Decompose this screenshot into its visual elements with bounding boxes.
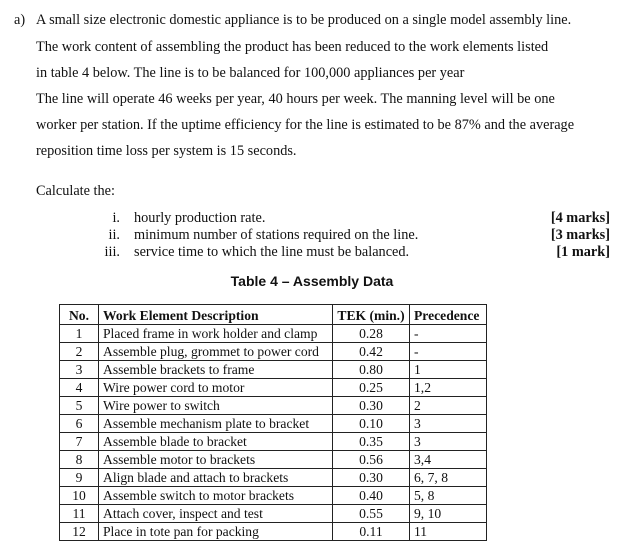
task-marks: [4 marks]: [550, 210, 610, 226]
cell-tek: 0.55: [333, 505, 410, 523]
cell-tek: 0.10: [333, 415, 410, 433]
cell-tek: 0.28: [333, 325, 410, 343]
cell-no: 1: [60, 325, 99, 343]
table-row: [60, 361, 487, 379]
cell-description: Attach cover, inspect and test: [99, 505, 333, 523]
table-row: [60, 343, 487, 361]
cell-tek: 0.42: [333, 343, 410, 361]
task-number: i.: [112, 210, 120, 226]
cell-precedence: 1: [410, 361, 487, 379]
cell-no: 6: [60, 415, 99, 433]
cell-tek: 0.25: [333, 379, 410, 397]
table-body: [60, 325, 487, 541]
cell-no: 4: [60, 379, 99, 397]
cell-precedence: 2: [410, 397, 487, 415]
cell-no: 2: [60, 343, 99, 361]
table-row: [60, 433, 487, 451]
question-label: a): [14, 12, 26, 28]
table-row: [60, 523, 487, 541]
cell-precedence: -: [410, 343, 487, 361]
cell-tek: 0.40: [333, 487, 410, 505]
table-row: [60, 379, 487, 397]
cell-tek: 0.56: [333, 451, 410, 469]
cell-description: Assemble brackets to frame: [99, 361, 333, 379]
cell-description: Place in tote pan for packing: [99, 523, 333, 541]
cell-description: Assemble mechanism plate to bracket: [99, 415, 333, 433]
table-row: [60, 325, 487, 343]
header-description: Work Element Description: [99, 305, 333, 325]
cell-tek: 0.30: [333, 469, 410, 487]
cell-description: Assemble plug, grommet to power cord: [99, 343, 333, 361]
cell-precedence: 3: [410, 433, 487, 451]
table-title-text: Table 4 – Assembly Data: [230, 273, 394, 289]
header-precedence: Precedence: [410, 305, 487, 325]
cell-precedence: 1,2: [410, 379, 487, 397]
task-number: iii.: [104, 244, 120, 260]
cell-description: Assemble motor to brackets: [99, 451, 333, 469]
cell-tek: 0.35: [333, 433, 410, 451]
cell-precedence: 5, 8: [410, 487, 487, 505]
table-header-row: [60, 305, 487, 325]
calculate-label: Calculate the:: [36, 183, 115, 199]
cell-tek: 0.11: [333, 523, 410, 541]
cell-precedence: 6, 7, 8: [410, 469, 487, 487]
task-marks: [1 mark]: [556, 244, 610, 260]
question-line: worker per station. If the uptime efficiency for the line is estimated to be 87% and the average: [36, 117, 575, 133]
cell-tek: 0.30: [333, 397, 410, 415]
cell-no: 8: [60, 451, 99, 469]
cell-description: Placed frame in work holder and clamp: [99, 325, 333, 343]
cell-no: 11: [60, 505, 99, 523]
question-line: The line will operate 46 weeks per year, 40 hours per week. The manning level will be one: [36, 91, 555, 107]
task-text: minimum number of stations required on the line.: [134, 227, 419, 243]
task-number: ii.: [108, 227, 120, 243]
task-marks: [3 marks]: [550, 227, 610, 243]
cell-tek: 0.80: [333, 361, 410, 379]
cell-description: Assemble blade to bracket: [99, 433, 333, 451]
header-tek: TEK (min.): [333, 305, 410, 325]
table-row: [60, 469, 487, 487]
question-line: reposition time loss per system is 15 seconds.: [36, 143, 297, 159]
table-row: [60, 505, 487, 523]
cell-no: 9: [60, 469, 99, 487]
table-row: [60, 487, 487, 505]
cell-description: Align blade and attach to brackets: [99, 469, 333, 487]
table-row: [60, 415, 487, 433]
cell-description: Wire power to switch: [99, 397, 333, 415]
task-text: service time to which the line must be balanced.: [134, 244, 410, 260]
cell-precedence: 9, 10: [410, 505, 487, 523]
cell-description: Assemble switch to motor brackets: [99, 487, 333, 505]
header-no: No.: [60, 305, 99, 325]
cell-no: 10: [60, 487, 99, 505]
cell-no: 12: [60, 523, 99, 541]
cell-precedence: 3: [410, 415, 487, 433]
table-title: [0, 273, 636, 289]
question-line: in table 4 below. The line is to be balanced for 100,000 appliances per year: [36, 65, 465, 81]
cell-description: Wire power cord to motor: [99, 379, 333, 397]
question-line: A small size electronic domestic appliance is to be produced on a single model assembly line.: [36, 12, 572, 28]
cell-precedence: -: [410, 325, 487, 343]
cell-precedence: 11: [410, 523, 487, 541]
question-line: The work content of assembling the product has been reduced to the work elements listed: [36, 39, 549, 55]
cell-no: 7: [60, 433, 99, 451]
cell-no: 3: [60, 361, 99, 379]
task-text: hourly production rate.: [134, 210, 266, 226]
assembly-data-table: [59, 304, 487, 541]
cell-precedence: 3,4: [410, 451, 487, 469]
table-row: [60, 451, 487, 469]
table-row: [60, 397, 487, 415]
cell-no: 5: [60, 397, 99, 415]
